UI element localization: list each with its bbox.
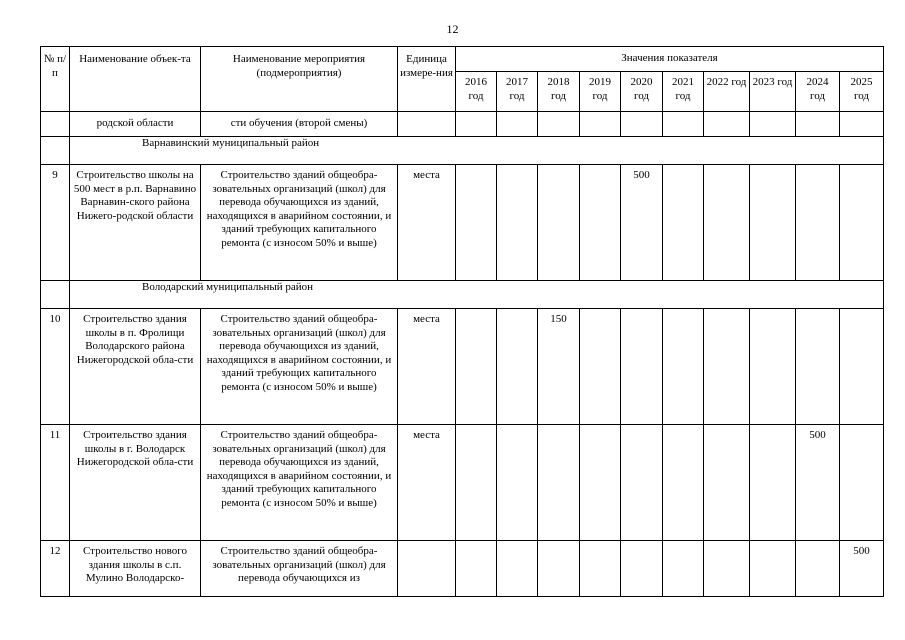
row-object: Строительство здания школы в п. Фролищи Володарского района Нижегородской обла-сти [70,309,201,425]
row-value: 500 [840,541,884,597]
row-num: 11 [41,425,70,541]
region-varnavino: Варнавинский муниципальный район [70,137,884,165]
header-year: 2016 год [456,72,497,112]
row-num: 10 [41,309,70,425]
header-num: № п/п [41,47,70,112]
row-value [704,425,750,541]
row-object: Строительство школы на 500 мест в р.п. Варнавино Варнавин-ского района Нижего-родской области [70,165,201,281]
row-event: Строительство зданий общеобра-зовательных организаций (школ) для перевода обучающихся из зданий, находящихся в аварийном состоянии, и зданий требующих капитального ремонта (с износом 50% и выше) [201,425,398,541]
row-value [456,541,497,597]
row-value: 500 [796,425,840,541]
row-value [750,541,796,597]
row-value [663,541,704,597]
row-num: 9 [41,165,70,281]
header-unit: Единица измере-ния [398,47,456,112]
table-row [41,541,884,597]
row-value [840,425,884,541]
row-value [663,425,704,541]
row-value [538,541,580,597]
row-value [497,541,538,597]
row-value [704,541,750,597]
row-event: Строительство зданий общеобра-зовательных организаций (школ) для перевода обучающихся из зданий, находящихся в аварийном состоянии, и зданий требующих капитального ремонта (с износом 50% и выше) [201,309,398,425]
header-event: Наименование мероприятия (подмероприятия) [201,47,398,112]
header-year: 2019 год [580,72,621,112]
continuation-object: родской области [70,112,201,137]
row-value [796,309,840,425]
row-value [580,165,621,281]
row-value [456,165,497,281]
row-value [580,309,621,425]
header-values: Значения показателя [456,47,884,72]
row-value [750,165,796,281]
row-value [621,425,663,541]
row-value [621,309,663,425]
row-value [456,309,497,425]
page-number: 12 [446,22,459,36]
region-row [41,137,884,165]
row-unit [398,541,456,597]
row-value [538,425,580,541]
row-value [663,309,704,425]
header-year: 2023 год [750,72,796,112]
continuation-row [41,112,884,137]
row-value [704,165,750,281]
row-value [497,165,538,281]
row-value [621,541,663,597]
row-event: Строительство зданий общеобра-зовательных организаций (школ) для перевода обучающихся из [201,541,398,597]
row-value [497,425,538,541]
row-event: Строительство зданий общеобра-зовательных организаций (школ) для перевода обучающихся из зданий, находящихся в аварийном состоянии, и зданий требующих капитального ремонта (с износом 50% и выше) [201,165,398,281]
indicator-table [40,46,884,597]
row-num: 12 [41,541,70,597]
table-row [41,165,884,281]
header-year: 2022 год [704,72,750,112]
row-value [796,541,840,597]
row-value [538,165,580,281]
header-year: 2017 год [497,72,538,112]
row-value [497,309,538,425]
row-value [750,309,796,425]
row-value [840,165,884,281]
row-object: Строительство здания школы в г. Володарск Нижегородской обла-сти [70,425,201,541]
row-object: Строительство нового здания школы в с.п. Мулино Володарско- [70,541,201,597]
header-year: 2024 год [796,72,840,112]
continuation-event: сти обучения (второй смены) [201,112,398,137]
table-row [41,425,884,541]
table-row [41,309,884,425]
header-object: Наименование объек-та [70,47,201,112]
row-unit: места [398,165,456,281]
row-unit: места [398,309,456,425]
row-unit: места [398,425,456,541]
row-value: 500 [621,165,663,281]
row-value: 150 [538,309,580,425]
region-volodarsky: Володарский муниципальный район [70,281,884,309]
header-year: 2021 год [663,72,704,112]
row-value [750,425,796,541]
row-value [456,425,497,541]
row-value [580,541,621,597]
region-row [41,281,884,309]
row-value [704,309,750,425]
header-year: 2018 год [538,72,580,112]
header-year: 2020 год [621,72,663,112]
row-value [840,309,884,425]
row-value [663,165,704,281]
row-value [796,165,840,281]
header-year: 2025 год [840,72,884,112]
row-value [580,425,621,541]
